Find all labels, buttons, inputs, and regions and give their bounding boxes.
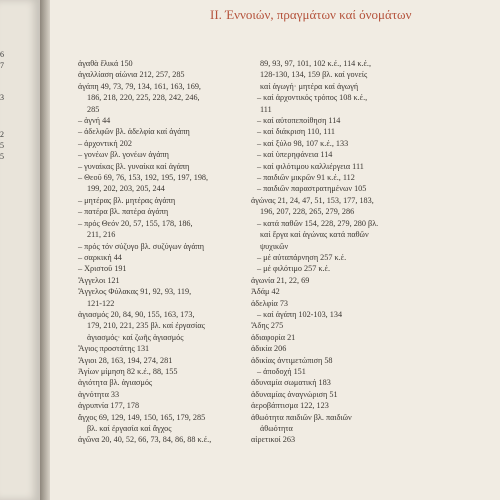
index-entry: – καί ἀγάπη 102-103, 134 <box>257 309 343 319</box>
prev-page-number: 7 <box>0 61 4 70</box>
index-entry: – ἁγνή 44 <box>78 116 111 126</box>
book-gutter <box>40 0 50 500</box>
index-entry: ἀγρυπνία 177, 178 <box>78 401 140 411</box>
index-entry: ἀγαθὰ ἔλικά 150 <box>78 59 133 68</box>
index-entry: Ἁγίων μίμηση 82 κ.έ., 88, 155 <box>78 366 178 376</box>
index-entry: ἀδιαφορία 21 <box>251 332 296 342</box>
prev-page-number: 2 <box>0 130 4 139</box>
index-entry: ἀγαλλίαση αἰώνια 212, 257, 285 <box>78 70 185 80</box>
index-entry: – πρός τόν σύζυγο βλ. συζύγων ἀγάπη <box>78 241 205 251</box>
index-entry: – καί διάκριση 110, 111 <box>257 127 335 137</box>
index-entry: βλ. καί ἐργασία καί ἄγχος <box>87 424 172 433</box>
index-entry: – σαρκική 44 <box>78 252 122 262</box>
index-entry: 285 <box>87 104 100 114</box>
index-entry: 111 <box>260 104 272 114</box>
index-entry: 211, 216 <box>87 230 116 240</box>
page-title: ΙΙ. Έννοιών, πραγμάτων καί όνομάτων <box>210 7 412 22</box>
index-entry: – καί αὐτοπεποίθηση 114 <box>257 116 341 126</box>
index-entry: ἀδυναμίας ἀναγνώριση 51 <box>251 389 338 399</box>
index-entry: 179, 210, 221, 235 βλ. καί ἐργασίας <box>87 321 205 331</box>
index-entry: – γονέων βλ. γονέων ἀγάπη <box>78 150 169 160</box>
index-entry: – ἀρχοντική 202 <box>78 138 132 148</box>
prev-page-number: 3 <box>0 93 4 102</box>
index-entry: – ἀδελφῶν βλ. ἀδελφία καί ἀγάπη <box>78 127 190 137</box>
index-entry: Ἀδάμ 42 <box>251 287 280 297</box>
index-entry: ἀδικίας ἀντιμετώπιση 58 <box>251 355 333 365</box>
index-entry: Ἅγιοι 28, 163, 194, 274, 281 <box>78 355 173 365</box>
index-entry: αἱρετικοί 263 <box>251 435 296 445</box>
previous-page-edge <box>0 0 40 500</box>
index-entry: – καί ξύλο 98, 107 κ.έ., 133 <box>257 138 349 148</box>
index-entry: – γυναίκας βλ. γυναίκα καί ἀγάπη <box>78 161 190 171</box>
index-entry: Ἅγιος προστάτης 131 <box>78 344 150 354</box>
index-entry: – Χριστοῦ 191 <box>78 264 127 274</box>
index-entry: – μέ αὐταπάρνηση 257 κ.έ. <box>257 252 347 262</box>
prev-page-number: 5 <box>0 141 4 150</box>
index-entry: ἁγνότητα 33 <box>78 389 120 399</box>
index-entry: ἄγχος 69, 129, 149, 150, 165, 179, 285 <box>78 412 206 422</box>
index-entry: ἁγιότητα βλ. ἁγιασμός <box>78 378 153 388</box>
index-entry: – Θεοῦ 69, 76, 153, 192, 195, 197, 198, <box>78 173 209 183</box>
index-entry: ἀθωότητα <box>260 424 293 433</box>
index-entry: ἀγῶνα 20, 40, 52, 66, 73, 84, 86, 88 κ.έ., <box>78 435 212 445</box>
index-entry: 196, 207, 228, 265, 279, 286 <box>260 207 355 217</box>
index-entry: ἀγάπη 49, 73, 79, 134, 161, 163, 169, <box>78 81 201 91</box>
index-entry: ἀγωνία 21, 22, 69 <box>251 275 310 285</box>
index-entry: – καί φιλότιμου καλλιέργεια 111 <box>257 161 364 171</box>
index-entry: – μητέρας βλ. μητέρας ἀγάπη <box>78 195 176 205</box>
index-entry: – πατέρα βλ. πατέρα ἀγάπη <box>78 207 169 217</box>
index-entry: – παιδιῶν παραστρατημένων 105 <box>257 184 367 194</box>
index-page <box>50 0 500 500</box>
index-entry: καί ἔργα καί ἀγώνας κατά παθῶν <box>260 230 369 240</box>
prev-page-number: 5 <box>0 152 4 161</box>
index-entry: ἀγώνας 21, 24, 47, 51, 153, 177, 183, <box>251 195 374 205</box>
index-entry: ἁγιασμός· καί ζωῆς ἁγιασμός <box>87 332 184 342</box>
prev-page-number: 6 <box>0 50 4 59</box>
index-entry: – πρός Θεόν 20, 57, 155, 178, 186, <box>78 218 193 228</box>
index-entry: 128-130, 134, 159 βλ. καί γονείς <box>260 70 368 80</box>
index-entry: καί ἀγωγή· μητέρα καί ἀγωγή <box>260 81 359 91</box>
index-entry: 121-122 <box>87 298 115 308</box>
index-entry: ἁγιασμός 20, 84, 90, 155, 163, 173, <box>78 309 195 319</box>
index-entry: – μέ φιλότιμο 257 κ.έ. <box>257 264 331 274</box>
index-right-column <box>251 58 401 446</box>
index-entry: ἀδυναμία σωματική 183 <box>251 378 331 388</box>
index-entry: Ἄγγελοι 121 <box>78 275 120 285</box>
index-left-column <box>78 58 230 446</box>
index-entry: Ἄγγελος Φύλακας 91, 92, 93, 119, <box>78 287 192 297</box>
index-entry: 186, 218, 220, 225, 228, 242, 246, <box>87 93 200 103</box>
index-entry: ἀδελφία 73 <box>251 298 289 308</box>
index-entry: ἀθωότητα παιδιῶν βλ. παιδιῶν <box>251 412 352 422</box>
index-entry: 199, 202, 203, 205, 244 <box>87 184 165 194</box>
index-entry: – καί ὑπερηφάνεια 114 <box>257 150 333 160</box>
index-entry: ἀεροβάπτισμα 122, 123 <box>251 401 329 411</box>
index-entry: 89, 93, 97, 101, 102 κ.έ., 114 κ.έ., <box>260 59 372 68</box>
index-entry: – ἀποδοχή 151 <box>257 366 306 376</box>
index-entry: ψυχικῶν <box>260 241 289 251</box>
index-entry: ἀδικία 206 <box>251 344 287 354</box>
index-entry: – καί ἀρχοντικός τρόπος 108 κ.έ., <box>257 93 368 103</box>
index-entry: Ἅδης 275 <box>251 321 284 331</box>
index-entry: – παιδιῶν μικρῶν 91 κ.έ., 112 <box>257 173 355 183</box>
index-entry: – κατά παθῶν 154, 228, 279, 280 βλ. <box>257 218 379 228</box>
